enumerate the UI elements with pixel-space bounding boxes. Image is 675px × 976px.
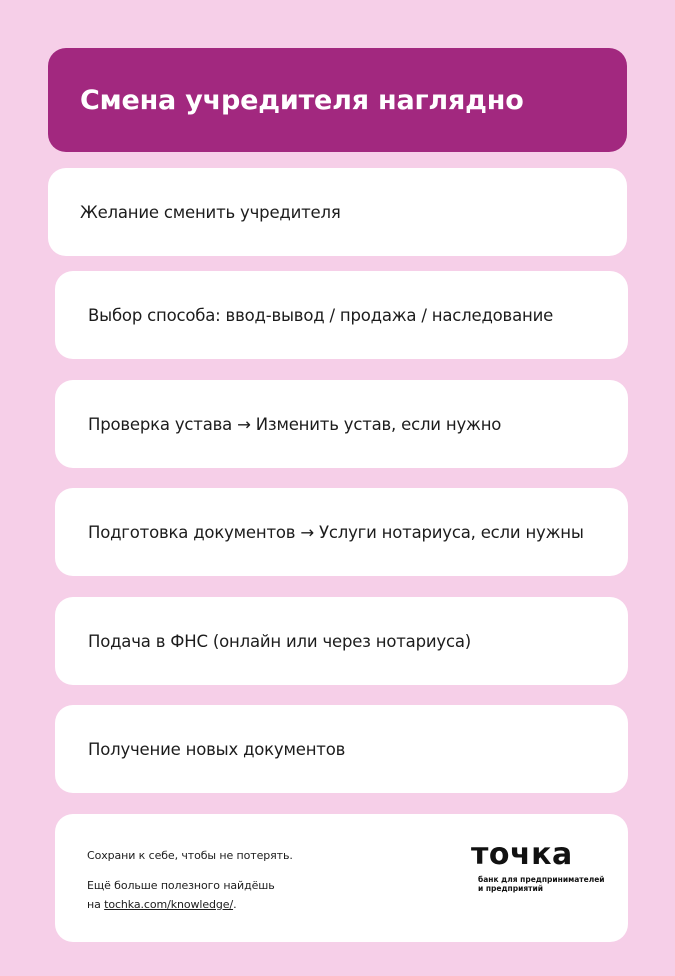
logo-tagline-line2: и предприятий [478,883,544,893]
tochka-logo [471,838,605,893]
header-banner [48,48,627,152]
step-card-2 [55,271,628,359]
step-label-2: Выбор способа: ввод-вывод / продажа / наследование [88,305,554,325]
step-label-4: Подготовка документов → Услуги нотариуса, если нужны [88,522,584,542]
more-info-prefix: на [87,898,105,911]
footer-card [55,814,628,942]
logo-wordmark: точка [471,837,573,872]
step-card-6 [55,705,628,793]
step-label-1: Желание сменить учредителя [80,202,341,222]
save-note: Сохрани к себе, чтобы не потерять. [87,849,293,862]
knowledge-link[interactable]: tochka.com/knowledge/ [104,898,234,911]
more-info-suffix: . [233,898,237,911]
step-card-4 [55,488,628,576]
more-info-line2 [87,895,275,914]
step-label-6: Получение новых документов [88,739,346,759]
more-info-line1: Ещё больше полезного найдёшь [87,879,275,892]
logo-tagline [478,876,605,893]
step-label-3: Проверка устава → Изменить устав, если нужно [88,414,502,434]
step-label-5: Подача в ФНС (онлайн или через нотариуса) [88,631,471,651]
page-title: Смена учредителя наглядно [80,84,524,116]
logo-tagline-line1: банк для предпринимателей [478,875,605,884]
step-card-3 [55,380,628,468]
step-card-1 [48,168,627,256]
step-card-5 [55,597,628,685]
more-info [87,876,275,914]
